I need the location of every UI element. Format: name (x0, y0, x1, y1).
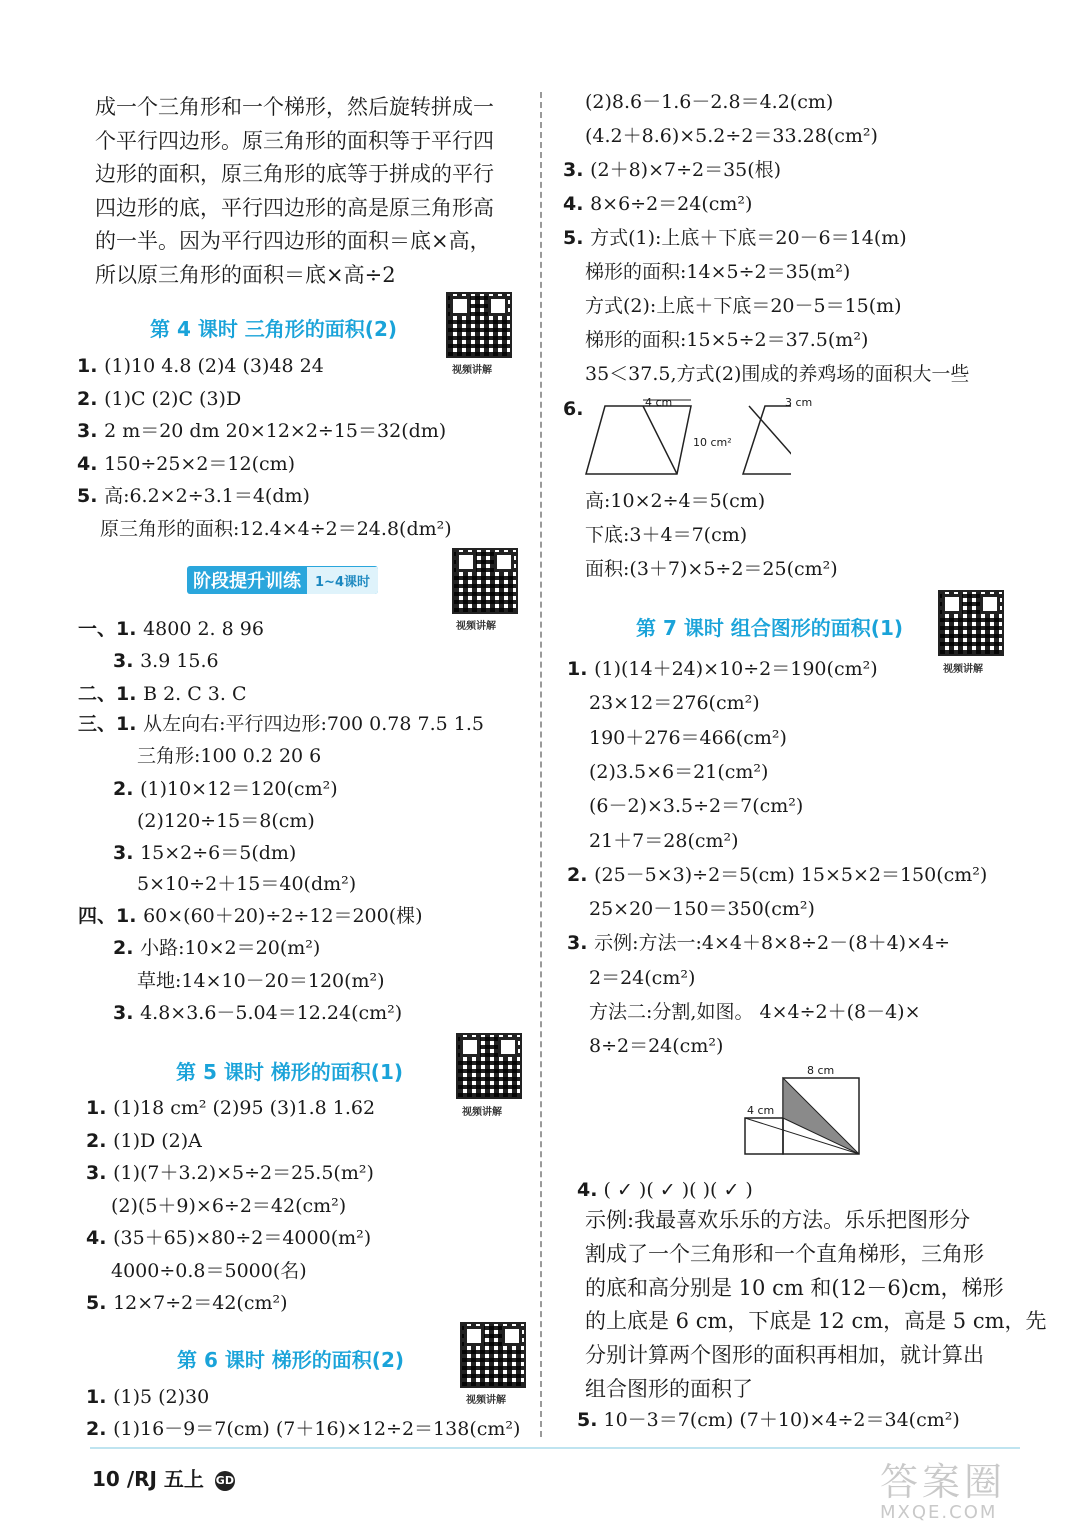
answer-text: (1)D (2)A (113, 1129, 202, 1152)
watermark-logo: 答案圈 (880, 1460, 1007, 1504)
lesson6-title: 第 6 课时 梯形的面积(2) (177, 1348, 405, 1372)
question-number: 1. (567, 658, 595, 680)
answer-line (86, 1291, 288, 1315)
fig-label: 10 cm² (693, 436, 732, 449)
answer-line (113, 841, 296, 865)
answer-line (78, 904, 423, 928)
answer-line (100, 517, 452, 541)
answer-text: 小路:10×2＝20(m²) (140, 937, 321, 959)
question-number: 2. (567, 863, 595, 886)
answer-text: 草地:14×10－20＝120(m²) (137, 970, 385, 992)
answer-text: (1)(14＋24)×10÷2＝190(cm²) (594, 658, 878, 680)
answer-line (585, 362, 969, 386)
text-line: 成一个三角形和一个梯形，然后旋转拼成一 (95, 95, 494, 119)
parallelogram-shape (586, 406, 691, 474)
answer-line (585, 294, 902, 318)
question-number: 5. (563, 227, 591, 249)
answer-line (585, 90, 833, 114)
text-line: 四边形的底，平行四边形的高是原三角形高 (95, 195, 494, 220)
answer-text: (1)18 cm² (2)95 (3)1.8 1.62 (113, 1097, 376, 1119)
question-number: 4. (77, 452, 105, 475)
answer-line (77, 387, 241, 411)
answer-text: (1)C (2)C (3)D (104, 387, 242, 410)
answer-line (589, 760, 768, 784)
page-number: 10 (92, 1467, 120, 1491)
answer-text: 5×10÷2＋15＝40(dm²) (137, 873, 357, 895)
answer-text: 25×20－150＝350(cm²) (589, 898, 815, 921)
qr-code-icon[interactable] (456, 1033, 522, 1099)
answer-text: 示例:方法一:4×4＋8×8÷2－(8＋4)×4÷ (594, 932, 950, 955)
question-number: 2. (113, 937, 141, 959)
qr-code-icon[interactable] (446, 292, 512, 358)
answer-line (86, 1161, 374, 1185)
trapezoid-shape (743, 406, 791, 474)
answer-line (113, 1001, 402, 1025)
answer-line (567, 657, 878, 681)
watermark-url: MXQE.COM (880, 1502, 998, 1523)
diagonal-line (749, 406, 791, 474)
question-number: 3. (567, 932, 595, 955)
answer-line (589, 897, 815, 921)
question-number: 4. (563, 193, 591, 215)
text-line: 高:10×2÷4＝5(cm) (585, 490, 766, 512)
answer-line (77, 452, 295, 476)
answer-line (137, 809, 315, 833)
question-number: 3. (77, 420, 105, 442)
answer-text: 60×(60＋20)÷2÷12＝200(棵) (143, 905, 423, 927)
answer-text: (2)(5＋9)×6÷2＝42(cm²) (111, 1194, 347, 1217)
answer-line (563, 158, 781, 182)
stage-range: 1~4课时 (307, 567, 378, 594)
answer-line (78, 712, 484, 736)
answer-text: 35＜37.5,方式(2)围成的养鸡场的面积大一些 (585, 363, 970, 385)
answer-text: 8÷2＝24(cm²) (589, 1035, 724, 1058)
stage-banner (187, 566, 378, 594)
lesson4-title: 第 4 课时 三角形的面积(2) (150, 317, 398, 341)
answer-text: 21＋7＝28(cm²) (589, 829, 739, 852)
answer-text: 梯形的面积:14×5÷2＝35(m²) (585, 261, 851, 283)
text-line: 面积:(3＋7)×5÷2＝25(cm²) (585, 558, 838, 580)
answer-line (567, 863, 987, 887)
answer-text: (2)3.5×6＝21(cm²) (589, 760, 769, 783)
answer-text: 方法二:分割,如图。 4×4÷2＋(8－4)× (589, 1001, 921, 1023)
answer-line (563, 226, 907, 250)
question-number: 4. (577, 1179, 598, 1201)
answer-text: 23×12＝276(cm²) (589, 692, 760, 715)
question-number: 1. (86, 1097, 114, 1119)
small-square-shape (745, 1118, 783, 1154)
question-number: 5. (77, 485, 105, 507)
answer-text: (2＋8)×7÷2＝35(根) (590, 159, 782, 181)
question-number: 2. (86, 1129, 114, 1152)
qr-label: 视频讲解 (943, 664, 983, 675)
answer-text: 方式(1):上底＋下底＝20－6＝14(m) (590, 227, 907, 249)
q4-line (577, 1178, 753, 1202)
answer-line (86, 1129, 202, 1153)
answer-text: 3.9 15.6 (140, 650, 219, 672)
question-number: 4. (86, 1227, 114, 1249)
answer-text: 150÷25×2＝12(cm) (104, 452, 296, 475)
q5-line (577, 1408, 960, 1432)
watermark (880, 1462, 1070, 1523)
question-number: 1. (77, 355, 105, 377)
answer-line (585, 260, 850, 284)
answer-line (589, 829, 739, 853)
answer-line (563, 192, 752, 216)
answer-text: 15×2÷6＝5(dm) (140, 842, 297, 864)
qr-code-icon[interactable] (460, 1322, 526, 1388)
fig-label: 3 cm (785, 396, 813, 409)
text-line: 的一半。因为平行四边形的面积＝底×高， (95, 229, 491, 254)
answer-line (589, 966, 695, 990)
answer-line (113, 649, 219, 673)
q5-answer: 10－3＝7(cm) (7＋10)×4÷2＝34(cm²) (603, 1409, 960, 1431)
answer-text: B 2. C 3. C (143, 683, 247, 705)
text-line: 割成了一个三角形和一个直角梯形，三角形 (585, 1241, 984, 1266)
question-number: 3. (563, 159, 591, 181)
text-line: 示例:我最喜欢乐乐的方法。乐乐把图形分 (585, 1208, 971, 1232)
shaded-triangle (783, 1078, 859, 1154)
text-line: 的上底是 6 cm，下底是 12 cm，高是 5 cm，先 (585, 1309, 1047, 1334)
answer-text: 高:6.2×2÷3.1＝4(dm) (104, 485, 310, 507)
question-number: 3. (113, 650, 141, 672)
answer-text: 4800 2. 8 96 (143, 618, 264, 640)
answer-text: 12×7÷2＝42(cm²) (113, 1292, 288, 1314)
question-number: 1. (86, 1386, 114, 1408)
qr-label: 视频讲解 (466, 1395, 506, 1406)
question-number: 三、1. (78, 713, 144, 735)
answer-line (78, 617, 264, 641)
answer-line (589, 691, 760, 715)
answer-line (137, 744, 321, 768)
qr-label: 视频讲解 (456, 621, 496, 632)
answer-line (585, 328, 868, 352)
text-line: 下底:3＋4＝7(cm) (585, 524, 748, 546)
question-number: 6. (563, 398, 584, 420)
fig-label: 8 cm (807, 1064, 835, 1077)
answer-text: (1)16－9＝7(cm) (7＋16)×12÷2＝138(cm²) (113, 1418, 521, 1440)
answer-line (113, 777, 338, 801)
qr-label: 视频讲解 (452, 365, 492, 376)
text-line: 所以原三角形的面积＝底×高÷2 (95, 263, 396, 287)
question-number: 5. (577, 1409, 598, 1431)
question-number: 四、1. (78, 905, 144, 927)
answer-line (77, 419, 446, 443)
answer-line (86, 1096, 375, 1120)
answer-line (86, 1385, 209, 1409)
lesson5-title: 第 5 课时 梯形的面积(1) (176, 1060, 404, 1084)
answer-line (567, 931, 950, 955)
question-number: 二、1. (78, 683, 144, 705)
answer-line (113, 936, 320, 960)
qr-code-icon[interactable] (452, 548, 518, 614)
answer-line (137, 872, 356, 896)
answer-line (77, 354, 324, 378)
footer-rule (90, 1447, 1020, 1449)
qr-code-icon[interactable] (938, 590, 1004, 656)
gd-badge-icon: GD (215, 1471, 235, 1491)
answer-text: (1)10 4.8 (2)4 (3)48 24 (104, 355, 324, 377)
answer-text: (1)10×12＝120(cm²) (140, 778, 338, 800)
qr-label: 视频讲解 (462, 1107, 502, 1118)
question-number: 3. (86, 1162, 114, 1184)
answer-text: 原三角形的面积:12.4×4÷2＝24.8(dm²) (100, 517, 452, 540)
answer-text: 2 m＝20 dm 20×12×2÷15＝32(dm) (104, 420, 447, 442)
footer (92, 1463, 235, 1492)
answer-line (86, 1226, 371, 1250)
text-line: 的底和高分别是 10 cm 和(12－6)cm，梯形 (585, 1275, 1004, 1300)
question-number: 3. (113, 1002, 141, 1024)
answer-line (589, 726, 787, 750)
text-line: 组合图形的面积了 (585, 1377, 753, 1401)
answer-line (589, 794, 803, 818)
answer-text: 从左向右:平行四边形:700 0.78 7.5 1.5 (143, 713, 484, 735)
text-line: 个平行四边形。原三角形的面积等于平行四 (95, 128, 494, 153)
answer-text: (35＋65)×80÷2＝4000(m²) (113, 1227, 372, 1249)
column-divider (540, 92, 542, 1437)
answer-line (589, 1000, 921, 1024)
trapezoid-figures (581, 392, 791, 484)
question-number: 2. (77, 387, 105, 410)
answer-line (585, 124, 878, 148)
lesson7-title: 第 7 课时 组合图形的面积(1) (636, 616, 904, 640)
question-number: 2. (86, 1418, 114, 1440)
answer-text: 8×6÷2＝24(cm²) (590, 193, 753, 215)
answer-line (78, 682, 247, 706)
text-line: 分别计算两个图形的面积再相加，就计算出 (585, 1343, 984, 1368)
question-number: 3. (113, 842, 141, 864)
answer-text: (4.2＋8.6)×5.2÷2＝33.28(cm²) (585, 125, 878, 147)
question-number: 2. (113, 778, 141, 800)
answer-line (111, 1194, 346, 1218)
question-number: 5. (86, 1292, 114, 1314)
answer-text: (2)8.6－1.6－2.8＝4.2(cm) (585, 91, 834, 113)
answer-text: 4000÷0.8＝5000(名) (111, 1259, 307, 1282)
answer-line (77, 484, 310, 508)
answer-line (137, 969, 385, 993)
fig-label: 4 cm (645, 396, 673, 409)
answer-text: 4.8×3.6－5.04＝12.24(cm²) (140, 1002, 403, 1024)
diagonal-line (643, 406, 677, 474)
edition-label: /RJ 五上 (126, 1467, 204, 1491)
text-line: 边形的面积，原三角形的底等于拼成的平行 (95, 162, 494, 187)
answer-text: (1)5 (2)30 (113, 1386, 210, 1408)
answer-text: (2)120÷15＝8(cm) (137, 810, 315, 832)
answer-text: (25－5×3)÷2＝5(cm) 15×5×2＝150(cm²) (594, 863, 988, 886)
stage-title: 阶段提升训练 (193, 571, 301, 592)
answer-line (111, 1259, 307, 1283)
answer-text: 190＋276＝466(cm²) (589, 726, 787, 749)
fig-label: 4 cm (747, 1104, 775, 1117)
question-number: 一、1. (78, 618, 144, 640)
answer-text: (1)(7＋3.2)×5÷2＝25.5(m²) (113, 1162, 374, 1184)
answer-text: 三角形:100 0.2 20 6 (137, 745, 322, 767)
answer-line (86, 1417, 520, 1441)
q4-answer: ( ✓ )( ✓ )( )( ✓ ) (603, 1179, 753, 1201)
answer-text: (6－2)×3.5÷2＝7(cm²) (589, 795, 804, 818)
answer-text: 2＝24(cm²) (589, 966, 696, 989)
answer-text: 梯形的面积:15×5÷2＝37.5(m²) (585, 329, 869, 351)
answer-line (589, 1034, 723, 1058)
answer-text: 方式(2):上底＋下底＝20－5＝15(m) (585, 295, 902, 317)
